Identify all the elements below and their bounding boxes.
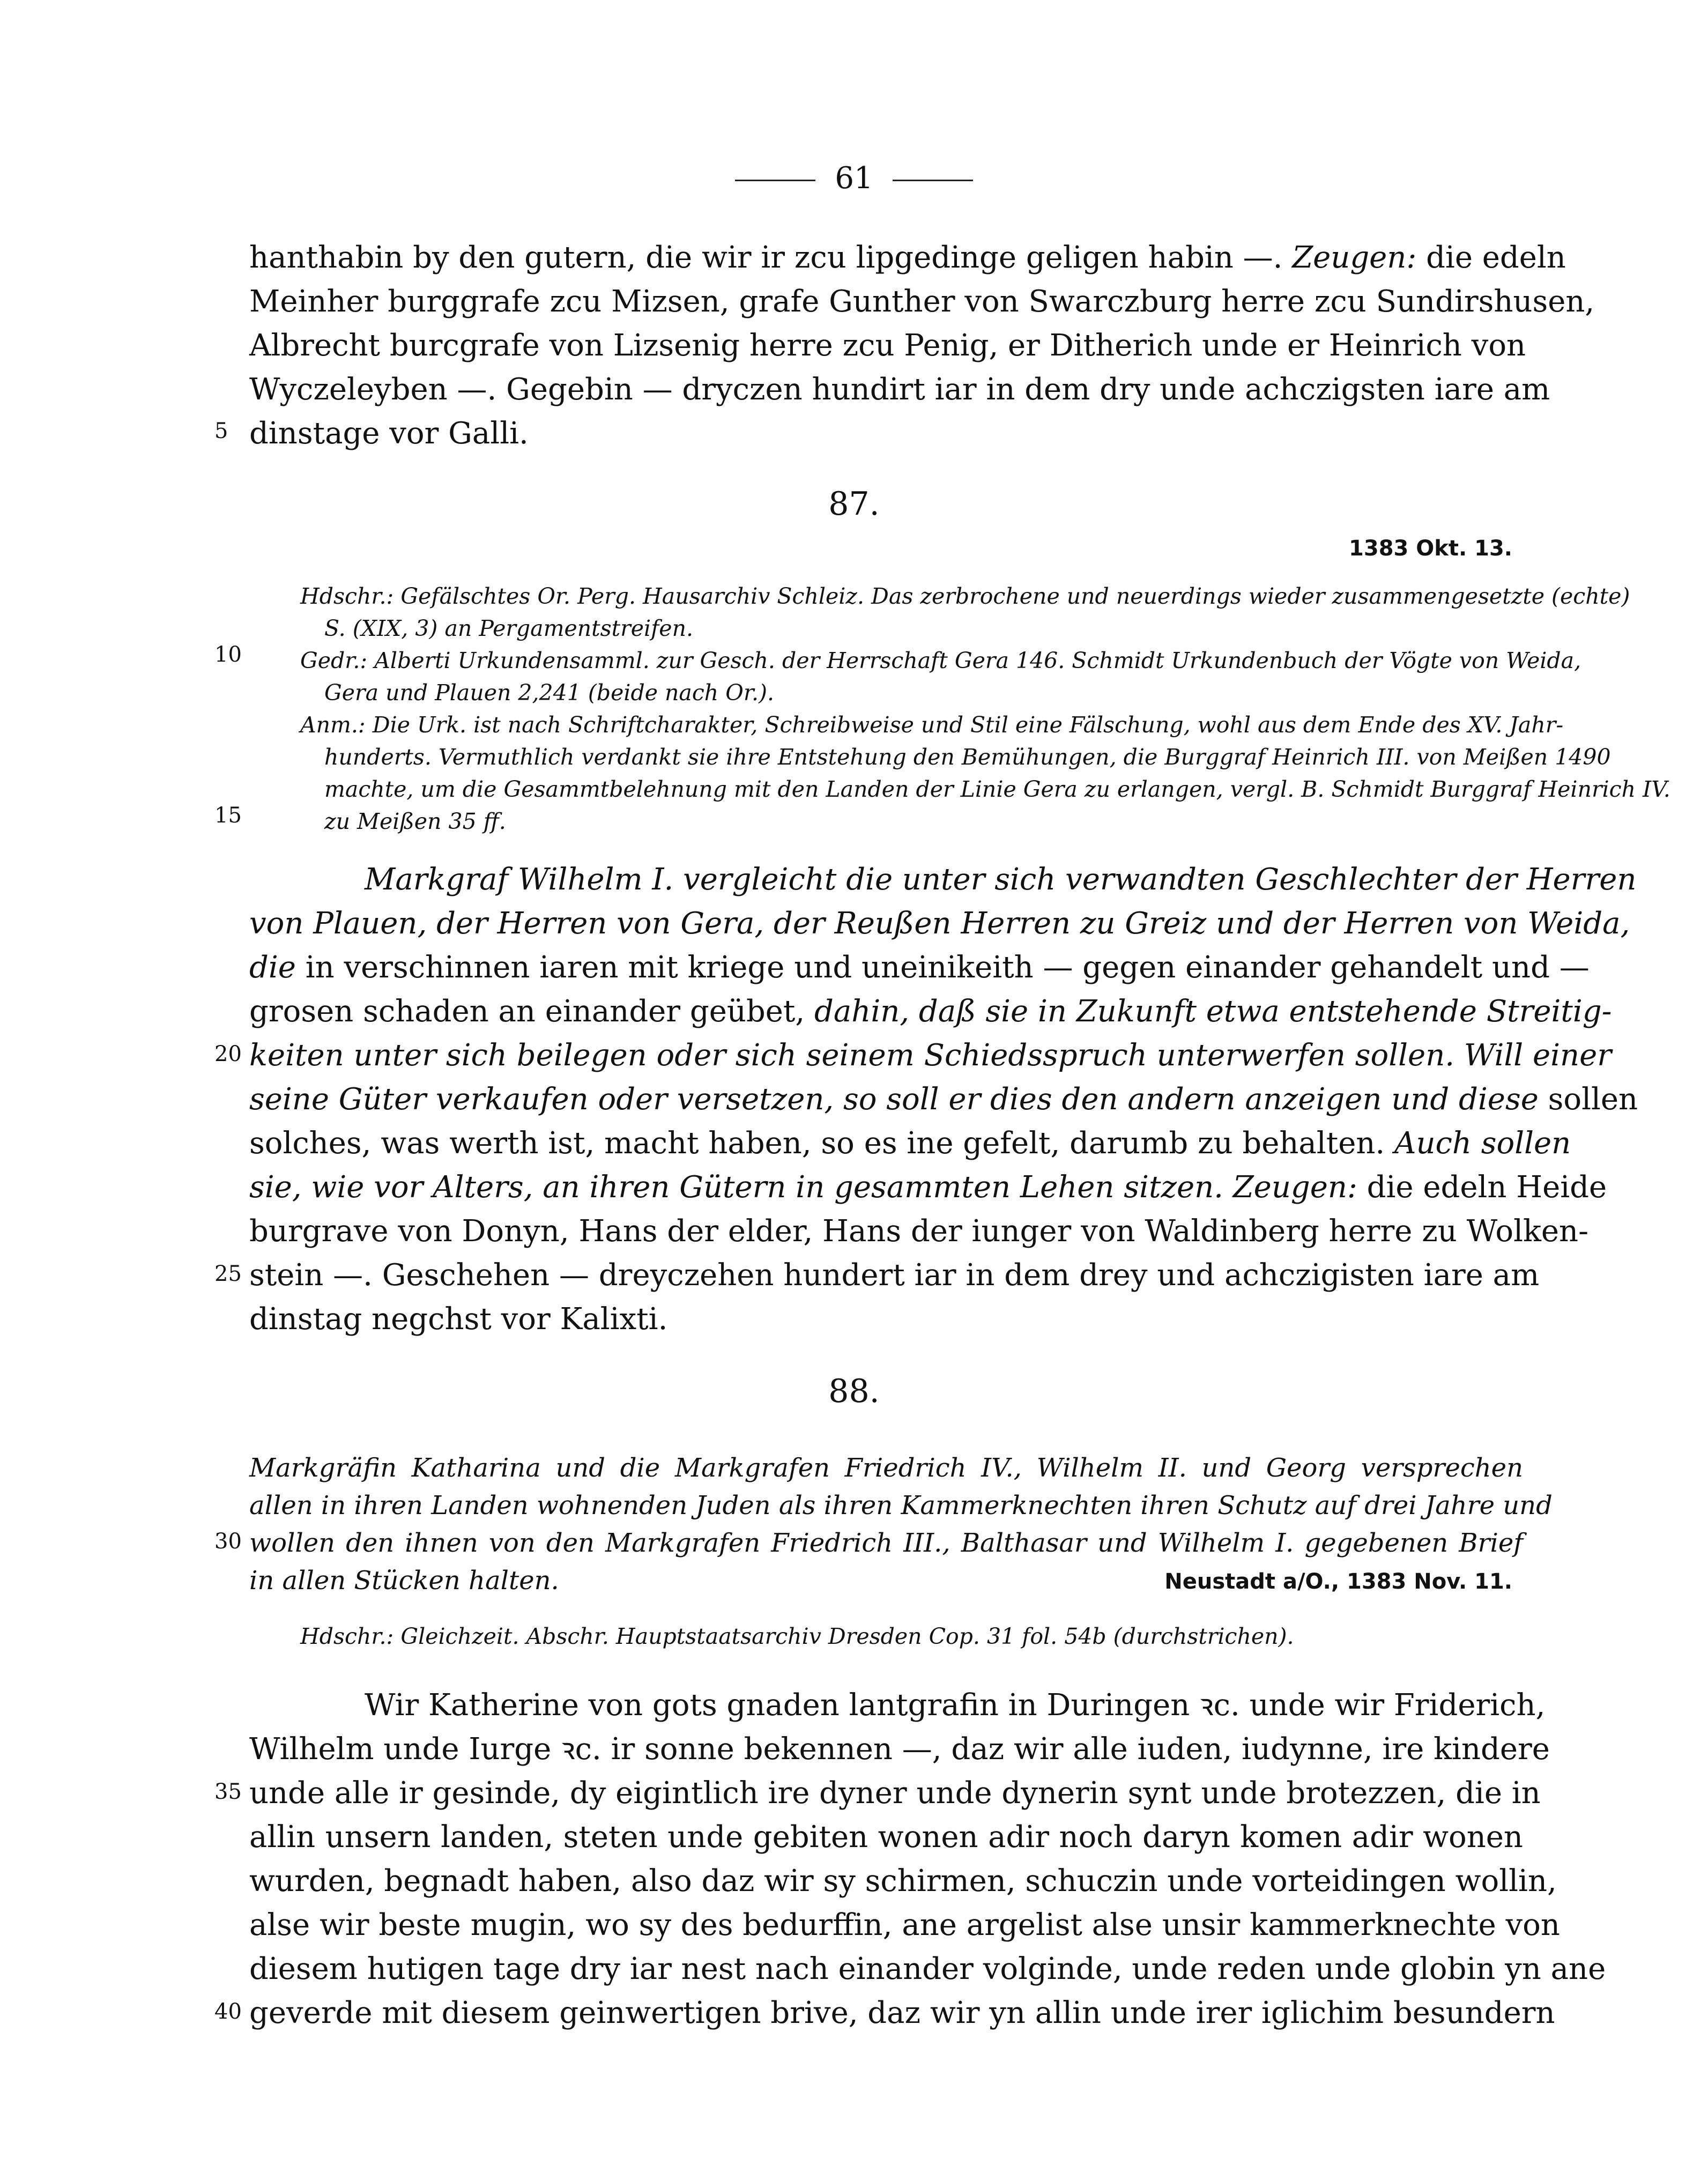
note-line: hunderts. Vermuthlich verdankt sie ihre Entstehung den Bemühungen, die Burggraf Heinrich III. von Meißen 1490 xyxy=(324,744,1611,770)
text-line: dinstage vor Galli. xyxy=(249,416,529,451)
regest-line: von Plauen, der Herren von Gera, der Reußen Herren zu Greiz und der Herren von Weida, xyxy=(249,906,1630,941)
regest-line: sie, wie vor Alters, an ihren Gütern in gesammten Lehen sitzen. Zeugen: die edeln Heide xyxy=(249,1170,1607,1205)
note-line: machte, um die Gesammtbelehnung mit den Landen der Linie Gera zu erlangen, vergl. B. Schmidt Burggraf Heinrich IV. xyxy=(324,776,1670,802)
page-number: 61 xyxy=(835,161,873,196)
text-line: alse wir beste mugin, wo sy des bedurffin, ane argelist alse unsir kammerknechte von xyxy=(249,1908,1560,1942)
note-line: zu Meißen 35 ff. xyxy=(324,809,506,834)
regest-line: Markgräfin Katharina und die Markgrafen Friedrich IV., Wilhelm II. und Georg versprechen xyxy=(249,1453,1523,1483)
text-line: Meinher burggrafe zcu Mizsen, grafe Gunther von Swarczburg herre zcu Sundirshusen, xyxy=(249,284,1595,319)
line-number: 30 xyxy=(214,1529,242,1554)
header-rule-right xyxy=(893,180,973,181)
regest-line: die in verschinnen iaren mit kriege und uneinikeith — gegen einander gehandelt und — xyxy=(249,950,1590,985)
text-line: Wyczeleyben —. Gegebin — dryczen hundirt iar in dem dry unde achczigsten iare am xyxy=(249,372,1550,407)
regest-line: solches, was werth ist, macht haben, so es ine gefelt, darumb zu behalten. Auch sollen xyxy=(249,1126,1571,1161)
regest-line: allen in ihren Landen wohnenden Juden als ihren Kammerknechten ihren Schutz auf drei Jahre und xyxy=(249,1491,1553,1521)
text-line: geverde mit diesem geinwertigen brive, daz wir yn allin unde irer iglichim besundern xyxy=(249,1996,1555,2030)
document-date: 1383 Okt. 13. xyxy=(1349,536,1512,561)
text-line: Albrecht burcgrafe von Lizsenig herre zcu Penig, er Ditherich unde er Heinrich von xyxy=(249,328,1526,363)
text-line: diesem hutigen tage dry iar nest nach einander volginde, unde reden unde globin yn ane xyxy=(249,1952,1606,1986)
note-line: Hdschr.: Gefälschtes Or. Perg. Hausarchiv Schleiz. Das zerbrochene und neuerdings wieder zusammengesetzte (echte) xyxy=(300,583,1630,609)
regest-line: keiten unter sich beilegen oder sich seinem Schiedsspruch unterwerfen sollen. Will einer xyxy=(249,1038,1612,1073)
note-line: Anm.: Die Urk. ist nach Schriftcharakter, Schreibweise und Stil eine Fälschung, wohl aus dem Ende des XV. Jahr- xyxy=(300,712,1564,738)
line-number: 40 xyxy=(214,1999,242,2024)
regest-line: in allen Stücken halten. xyxy=(249,1566,559,1596)
text-line: Wir Katherine von gots gnaden lantgrafin in Duringen ꝛc. unde wir Friderich, xyxy=(365,1688,1546,1723)
text-line: Wilhelm unde Iurge ꝛc. ir sonne bekennen —, daz wir alle iuden, iudynne, ire kindere xyxy=(249,1732,1550,1767)
regest-line: Markgraf Wilhelm I. vergleicht die unter sich verwandten Geschlechter der Herren xyxy=(365,862,1637,897)
note-line: Hdschr.: Gleichzeit. Abschr. Hauptstaatsarchiv Dresden Cop. 31 fol. 54b (durchstrichen). xyxy=(300,1623,1294,1649)
text-line: hanthabin by den gutern, die wir ir zcu lipgedinge geligen habin —. Zeugen: die edeln xyxy=(249,240,1566,275)
document-date: Neustadt a/O., 1383 Nov. 11. xyxy=(1164,1569,1512,1594)
header-rule-left xyxy=(735,180,815,181)
text-line: allin unsern landen, steten unde gebiten wonen adir noch daryn komen adir wonen xyxy=(249,1820,1523,1855)
line-number: 25 xyxy=(214,1262,242,1286)
page-header xyxy=(0,161,1708,196)
text-line: unde alle ir gesinde, dy eigintlich ire dyner unde dynerin synt unde brotezzen, die in xyxy=(249,1776,1541,1811)
text-line: wurden, begnadt haben, also daz wir sy schirmen, schuczin unde vorteidingen wollin, xyxy=(249,1864,1557,1899)
regest-line: dinstag negchst vor Kalixti. xyxy=(249,1302,668,1337)
note-line: Gera und Plauen 2,241 (beide nach Or.). xyxy=(324,680,775,706)
document-number: 88. xyxy=(828,1373,880,1410)
line-number: 15 xyxy=(214,803,242,828)
regest-line: seine Güter verkaufen oder versetzen, so soll er dies den andern anzeigen und diese sollen xyxy=(249,1082,1638,1117)
note-line: Gedr.: Alberti Urkundensamml. zur Gesch. der Herrschaft Gera 146. Schmidt Urkundenbuch der Vögte von Weida, xyxy=(300,648,1581,673)
regest-line: wollen den ihnen von den Markgrafen Friedrich III., Balthasar und Wilhelm I. gegebenen Brief xyxy=(249,1528,1523,1558)
regest-line: burgrave von Donyn, Hans der elder, Hans der iunger von Waldinberg herre zu Wolken- xyxy=(249,1214,1589,1249)
regest-line: grosen schaden an einander geübet, dahin, daß sie in Zukunft etwa entstehende Streitig- xyxy=(249,994,1612,1029)
line-number: 35 xyxy=(214,1779,242,1804)
line-number: 5 xyxy=(214,419,228,443)
document-number: 87. xyxy=(828,485,880,523)
line-number: 10 xyxy=(214,642,242,667)
note-line: S. (XIX, 3) an Pergamentstreifen. xyxy=(324,616,694,641)
line-number: 20 xyxy=(214,1042,242,1066)
regest-line: stein —. Geschehen — dreyczehen hundert iar in dem drey und achczigisten iare am xyxy=(249,1258,1540,1293)
